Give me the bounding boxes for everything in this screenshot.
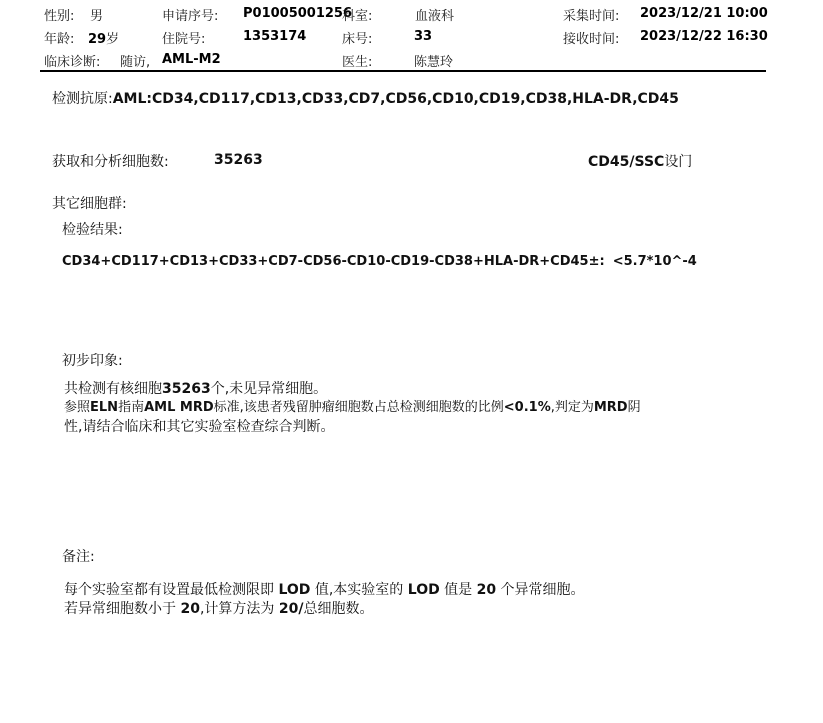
cells-acquired-value: 35263 bbox=[214, 152, 263, 168]
impression-text-1b: 个,未见异常细胞。 bbox=[210, 381, 328, 397]
other-populations-label: 其它细胞群: bbox=[52, 196, 127, 212]
impression-text-1a: 共检测有核细胞 bbox=[64, 381, 162, 397]
notes-text-2a: 若异常细胞数小于 bbox=[64, 601, 181, 617]
antigens-label: 检测抗原: bbox=[52, 91, 113, 107]
gender-value: 男 bbox=[90, 9, 104, 24]
impression-line-2 bbox=[64, 399, 641, 417]
notes-formula: 20/ bbox=[278, 601, 304, 617]
gating-suffix: 设门 bbox=[664, 154, 693, 170]
admission-no-label: 住院号: bbox=[162, 32, 206, 47]
antigens-value: AML:CD34,CD117,CD13,CD33,CD7,CD56,CD10,CD19,CD38,HLA-DR,CD45 bbox=[112, 91, 679, 107]
impression-cell-count: 35263 bbox=[162, 381, 211, 397]
gating-value: CD45/SSC bbox=[588, 154, 665, 170]
impression-line-1 bbox=[64, 380, 327, 398]
impression-line-3: 性,请结合临床和其它实验室检查综合判断。 bbox=[64, 419, 335, 435]
impression-text-2e: 阴 bbox=[627, 400, 641, 415]
notes-line-1 bbox=[64, 581, 585, 599]
impression-mrd: MRD bbox=[593, 400, 628, 415]
doctor-value: 陈慧玲 bbox=[414, 55, 454, 70]
results-value: <5.7*10^-4 bbox=[612, 254, 697, 269]
notes-label: 备注: bbox=[62, 549, 95, 565]
impression-percentage: <0.1% bbox=[503, 400, 551, 415]
results-label: 检验结果: bbox=[62, 222, 123, 238]
impression-text-2a: 参照 bbox=[64, 400, 91, 415]
notes-text-1c: 值是 bbox=[439, 582, 477, 598]
notes-line-2 bbox=[64, 600, 373, 618]
gating-strategy bbox=[588, 151, 692, 171]
antigens-line bbox=[52, 88, 679, 108]
notes-text-2c: 总细胞数。 bbox=[303, 601, 374, 617]
doctor-label: 医生: bbox=[342, 55, 373, 70]
receive-time-value: 2023/12/22 16:30 bbox=[640, 29, 768, 44]
bed-label: 床号: bbox=[342, 32, 373, 47]
age-field bbox=[88, 28, 119, 47]
diagnosis-label: 临床诊断: bbox=[44, 55, 101, 70]
notes-threshold-2: 20 bbox=[180, 601, 200, 617]
department-value: 血液科 bbox=[415, 9, 455, 24]
receive-time-label: 接收时间: bbox=[563, 32, 620, 47]
impression-aml-mrd: AML MRD bbox=[144, 400, 214, 415]
notes-text-1a: 每个实验室都有设置最低检测限即 bbox=[64, 582, 279, 598]
results-line bbox=[62, 254, 697, 269]
impression-text-2c: 标准,该患者残留肿瘤细胞数占总检测细胞数的比例 bbox=[213, 400, 504, 415]
notes-text-1d: 个异常细胞。 bbox=[496, 582, 585, 598]
bed-value: 33 bbox=[414, 29, 433, 44]
notes-threshold: 20 bbox=[476, 582, 497, 598]
department-label: 科室: bbox=[342, 9, 373, 24]
impression-text-2b: 指南 bbox=[118, 400, 145, 415]
header-divider bbox=[40, 70, 766, 72]
request-no-value: P01005001256 bbox=[243, 6, 353, 21]
admission-no-value: 1353174 bbox=[243, 29, 307, 44]
age-label: 年龄: bbox=[44, 32, 75, 47]
diagnosis-prefix: 随访, bbox=[120, 55, 151, 70]
results-phenotype: CD34+CD117+CD13+CD33+CD7-CD56-CD10-CD19-CD38+HLA-DR+CD45±: bbox=[62, 254, 605, 269]
impression-text-2d: ,判定为 bbox=[550, 400, 594, 415]
collect-time-label: 采集时间: bbox=[563, 9, 620, 24]
notes-lod-2: LOD bbox=[407, 582, 440, 598]
request-no-label: 申请序号: bbox=[162, 9, 219, 24]
notes-lod-1: LOD bbox=[278, 582, 311, 598]
impression-label: 初步印象: bbox=[62, 353, 123, 369]
gender-label: 性别: bbox=[44, 9, 75, 24]
cells-acquired-label: 获取和分析细胞数: bbox=[52, 154, 169, 170]
diagnosis-value: AML-M2 bbox=[162, 52, 221, 67]
notes-text-2b: ,计算方法为 bbox=[199, 601, 279, 617]
age-unit: 岁 bbox=[106, 32, 120, 47]
impression-eln: ELN bbox=[90, 400, 119, 415]
collect-time-value: 2023/12/21 10:00 bbox=[640, 6, 768, 21]
notes-text-1b: 值,本实验室的 bbox=[310, 582, 408, 598]
age-value: 29 bbox=[88, 32, 107, 47]
